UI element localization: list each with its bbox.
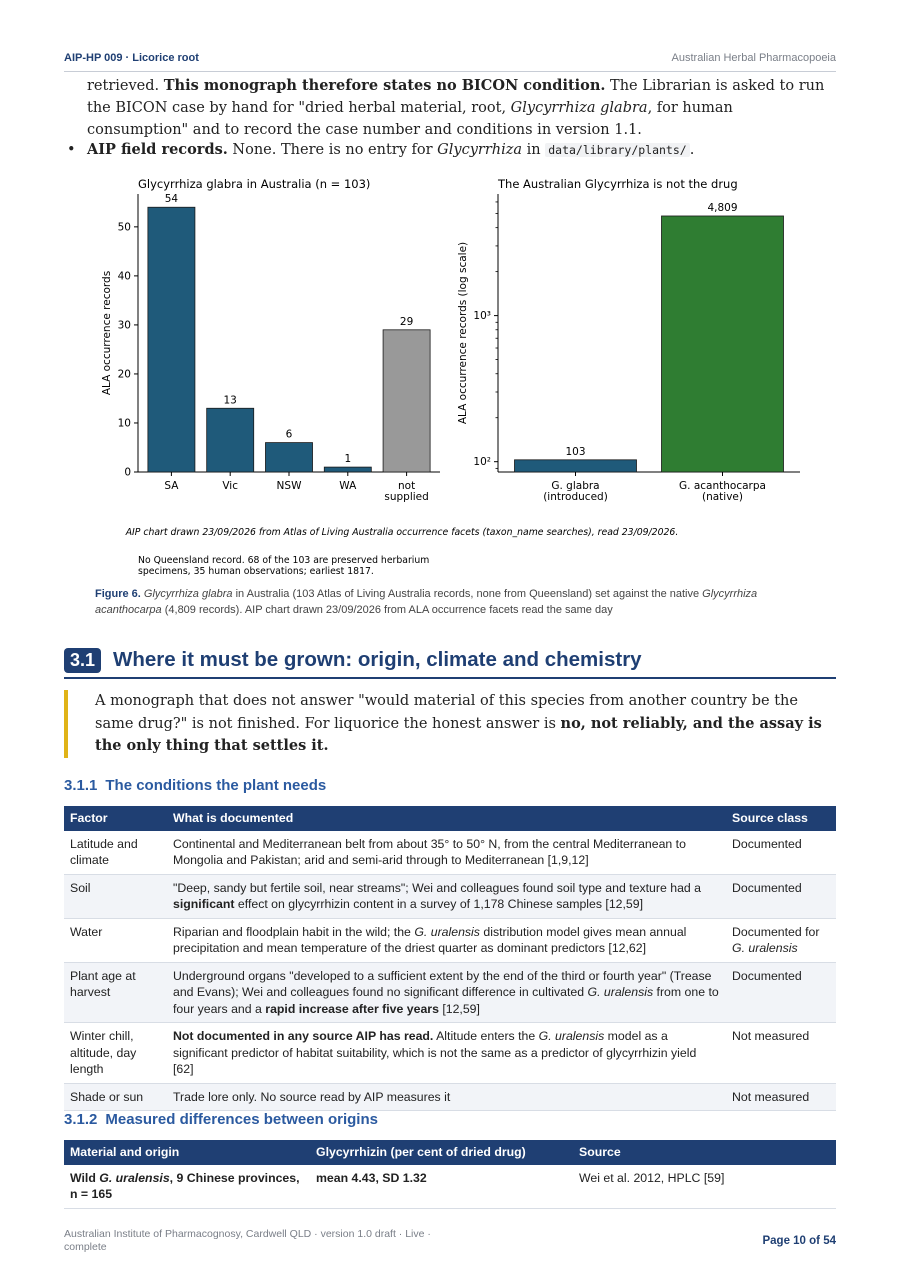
text-run: , 9 Chinese provinces, n = 165 (70, 1170, 300, 1201)
chart-right-y-label: ALA occurrence records (log scale) (457, 241, 469, 425)
text-run: (4,809 records). AIP chart drawn 23/09/2026 from ALA occurrence facets read the same day (161, 604, 613, 616)
table-row (64, 1023, 836, 1084)
emphasis: significant (173, 897, 235, 911)
species-name: G. uralensis (99, 1170, 170, 1185)
x-tick-label: G. acanthocarpa (native) (679, 480, 766, 503)
text-run: effect on glycyrrhizin content in a survey of 1,178 Chinese samples [12,59] (234, 897, 644, 911)
x-tick-label: not supplied (384, 480, 429, 503)
documented-cell (167, 1023, 726, 1084)
column-header: Glycyrrhizin (per cent of dried drug) (310, 1140, 573, 1165)
species-name: Glycyrrhiza glabra (143, 588, 233, 600)
publication-name: Australian Herbal Pharmacopoeia (671, 52, 836, 64)
text-run: retrieved. (87, 78, 164, 94)
emphasis: This monograph therefore states no BICON condition. (163, 77, 606, 94)
text-run: in (522, 142, 546, 158)
conditions-table (64, 806, 836, 1111)
column-header: What is documented (167, 806, 726, 831)
text-run: from one to four years and a (173, 985, 719, 1016)
table-row (64, 1165, 836, 1209)
text-run: Wild (70, 1170, 100, 1185)
text-run: , for human consumption" and to record the case number and conditions in version 1.1. (87, 100, 733, 138)
text-run: "Deep, sandy but fertile soil, near streams"; Wei and colleagues found soil type and texture had a (173, 880, 702, 895)
text-run: None. There is no entry for (227, 142, 438, 158)
y-tick-label: 10³ (473, 310, 491, 323)
species-name: Glycyrrhiza glabra (510, 100, 648, 116)
column-header: Factor (64, 806, 167, 831)
section-number: 3.1 (64, 648, 101, 673)
source-class-cell: Documented (726, 962, 836, 1023)
factor-cell: Shade or sun (64, 1083, 167, 1111)
bar-nsw (265, 443, 312, 472)
factor-cell: Latitude and climate (64, 831, 167, 875)
data-label: 1 (344, 453, 352, 466)
text-run: Underground organs "developed to a sufficient extent by the end of the third or fourth year" (Trease and Evans); Wei and colleagues found no significant difference in cultivated (173, 968, 712, 999)
species-name: Glycyrrhiza acanthocarpa (95, 588, 758, 616)
column-header: Material and origin (64, 1140, 310, 1165)
y-tick-label: 10 (117, 417, 131, 430)
data-label: 4,809 (707, 201, 738, 214)
chart-left-title: Glycyrrhiza glabra in Australia (n = 103) (138, 177, 371, 191)
section-title: Where it must be grown: origin, climate and chemistry (113, 648, 642, 671)
x-tick-label: SA (164, 480, 179, 492)
subsection-title: The conditions the plant needs (105, 777, 327, 794)
text-run: model as a significant predictor of habitat suitability, which is not the same as a predictor of glycyrrhizin yield [62] (173, 1029, 697, 1076)
material-cell (64, 1165, 310, 1209)
source-class-cell: Documented (726, 874, 836, 918)
source-class-cell: Not measured (726, 1083, 836, 1111)
species-name: G. uralensis (414, 924, 480, 939)
text-run: Documented for (732, 924, 820, 939)
figure-credit: AIP chart drawn 23/09/2026 from Atlas of Living Australia occurrence facets (taxon_name searches), read 23/09/2026. (125, 527, 679, 538)
text-run: in Australia (103 Atlas of Living Australia records, none from Queensland) set against the native (232, 588, 703, 600)
x-tick-label: Vic (222, 480, 239, 492)
figure-6 (90, 170, 810, 582)
running-head (64, 52, 836, 72)
y-tick-label: 40 (117, 270, 131, 283)
footer-institution: Australian Institute of Pharmacognosy, Cardwell QLD · version 1.0 draft · Live · complete (64, 1228, 431, 1253)
bar-sa (148, 207, 195, 472)
figure-caption (95, 586, 790, 618)
text-run: Riparian and floodplain habit in the wild; the (173, 924, 415, 939)
species-name: G. uralensis (587, 985, 654, 999)
text-run: [12,59] (438, 1001, 480, 1016)
text-run: The Librarian is asked to run the BICON case by hand for "dried herbal material, root, (87, 78, 825, 116)
documented-cell (167, 918, 726, 962)
documented-cell (167, 874, 726, 918)
source-cell: Wei et al. 2012, HPLC [59] (573, 1165, 836, 1209)
text-run: Continental and Mediterranean belt from about 35° to 50° N, from the central Mediterranean to Mongolia and Pakistan; arid and semi-arid through to Mediterranean [1,9,12] (173, 836, 686, 867)
species-name: G. uralensis (538, 1029, 605, 1043)
y-tick-label: 0 (124, 466, 131, 479)
table-row (64, 874, 836, 918)
table-header-row (64, 1140, 836, 1165)
chart-right (457, 177, 800, 503)
emphasis: no, not reliably, and the assay is the only thing that settles it. (95, 714, 822, 754)
factor-cell: Water (64, 918, 167, 962)
emphasis: rapid increase after five years (265, 1001, 439, 1016)
documented-cell (167, 831, 726, 875)
bar-wa (324, 467, 371, 472)
subsection-title: Measured differences between origins (105, 1111, 378, 1128)
x-tick-label: WA (339, 480, 357, 492)
y-tick-label: 30 (117, 319, 131, 332)
table-row (64, 962, 836, 1023)
callout-quote (64, 690, 836, 758)
data-label: 54 (164, 193, 179, 206)
column-header: Source (573, 1140, 836, 1165)
emphasis: Not documented in any source AIP has read. (173, 1029, 434, 1043)
chart-right-title: The Australian Glycyrrhiza is not the drug (498, 177, 738, 191)
data-label: 13 (223, 394, 237, 407)
origins-table (64, 1140, 836, 1209)
bar-g-glabra (514, 460, 636, 472)
section-heading (64, 643, 836, 679)
x-tick-label: G. glabra (introduced) (543, 480, 608, 503)
genus-name: Glycyrrhiza (437, 142, 523, 158)
data-label: 29 (399, 315, 414, 328)
caption-label: Figure 6. (95, 588, 141, 600)
factor-cell: Plant age at harvest (64, 962, 167, 1023)
subsection-number: 3.1.1 (64, 777, 98, 794)
subsection-heading (64, 777, 326, 794)
documented-cell (167, 962, 726, 1023)
glycyrrhizin-cell: mean 4.43, SD 1.32 (310, 1165, 573, 1209)
chart-left (101, 177, 440, 503)
bar-g-acanthocarpa (661, 216, 783, 472)
documented-cell (167, 1083, 726, 1111)
data-label: 6 (285, 428, 293, 441)
text-run: A monograph that does not answer "would material of this species from another country be the same drug?" is not finished. For liquorice the honest answer is (95, 693, 798, 732)
text-run: distribution model gives mean annual precipitation and mean temperature of the driest quarter as dominant predictors [12,62] (173, 924, 687, 955)
bar-vic (207, 408, 254, 472)
table-row (64, 918, 836, 962)
body-paragraph (87, 75, 838, 141)
source-class-cell: Documented (726, 831, 836, 875)
code-path: data/library/plants/ (545, 143, 689, 157)
document-id: AIP-HP 009 · Licorice root (64, 52, 199, 64)
subsection-number: 3.1.2 (64, 1111, 98, 1128)
table-row (64, 1083, 836, 1111)
species-name: G. uralensis (732, 941, 798, 955)
text-run: Trade lore only. No source read by AIP measures it (173, 1089, 451, 1104)
bullet-dot: • (67, 142, 76, 158)
subsection-heading (64, 1111, 378, 1128)
figure-note-line-1: No Queensland record. 68 of the 103 are preserved herbarium (138, 555, 430, 566)
x-tick-label: NSW (276, 480, 302, 492)
data-label: 103 (565, 445, 586, 458)
table-row (64, 831, 836, 875)
text-run: . (689, 142, 695, 158)
factor-cell: Soil (64, 874, 167, 918)
factor-cell: Winter chill, altitude, day length (64, 1023, 167, 1084)
column-header: Source class (726, 806, 836, 831)
y-tick-label: 50 (117, 221, 131, 234)
source-class-cell: Not measured (726, 1023, 836, 1084)
y-tick-label: 10² (473, 456, 491, 469)
text-run: Altitude enters the (433, 1029, 539, 1043)
figure-note-line-2: specimens, 35 human observations; earliest 1817. (138, 566, 374, 577)
page-number: Page 10 of 54 (762, 1235, 836, 1247)
bullet-lead: AIP field records. (87, 141, 228, 158)
bullet-item (64, 139, 838, 161)
table-header-row (64, 806, 836, 831)
bar-not-supplied (383, 330, 430, 472)
y-tick-label: 20 (117, 368, 131, 381)
source-class-cell (726, 918, 836, 962)
chart-left-y-label: ALA occurrence records (101, 270, 113, 396)
